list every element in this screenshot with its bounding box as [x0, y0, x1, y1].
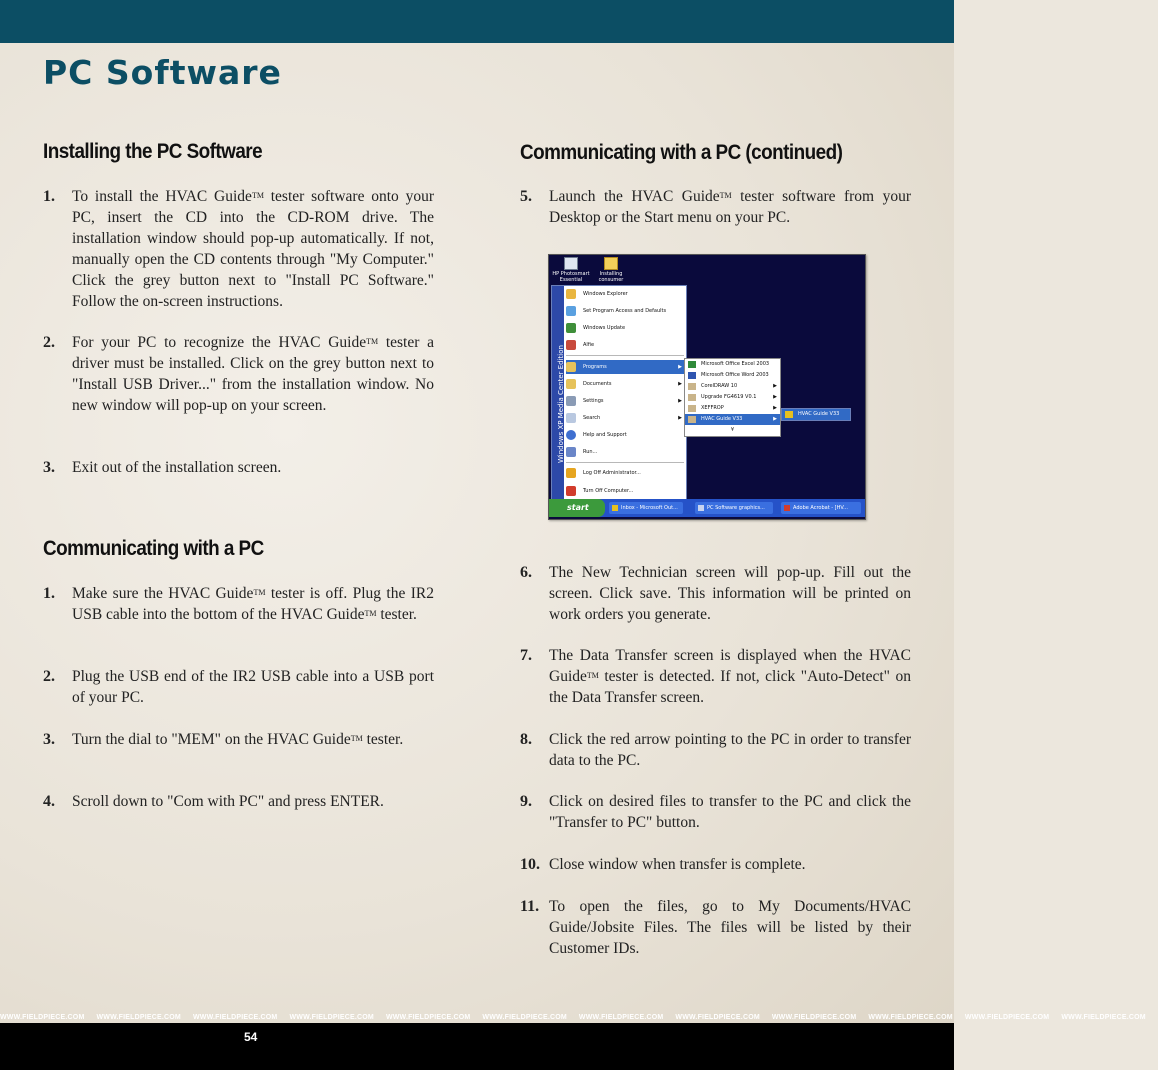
desktop-icon-hp: HP Photosmart Essential	[549, 257, 593, 283]
bottom-bar	[0, 1023, 954, 1070]
folder-icon	[688, 394, 696, 401]
heading-installing: Installing the PC Software	[43, 140, 263, 163]
folder-icon	[688, 383, 696, 390]
folder-icon	[688, 416, 696, 423]
step-number: 9.	[520, 793, 532, 810]
menu-item-turn-off[interactable]: Turn Off Computer...	[566, 484, 684, 498]
submenu-arrow-icon: ▶	[678, 398, 682, 404]
power-icon	[566, 486, 576, 496]
comm-step-7	[520, 645, 911, 709]
step-number: 11.	[520, 898, 540, 915]
menu-item-alfie[interactable]: Alfie	[566, 338, 684, 352]
windows-update-icon	[566, 323, 576, 333]
install-step-1	[43, 186, 434, 312]
alfie-icon	[566, 340, 576, 350]
step-number: 3.	[43, 459, 55, 476]
step-text: For your PC to recognize the HVAC Guide™ tester a driver must be installed. Click on the grey button next to "Install USB Driver..." from the installation window. No new window will pop-up on your screen.	[72, 334, 434, 414]
comm-step-2	[43, 666, 434, 710]
install-step-2	[43, 332, 434, 438]
heading-communicating-continued: Communicating with a PC (continued)	[520, 141, 843, 164]
submenu-arrow-icon: ▶	[678, 415, 682, 421]
step-number: 2.	[43, 334, 55, 351]
step-text: To open the files, go to My Documents/HVAC Guide/Jobsite Files. The files will be listed by their Customer IDs.	[549, 898, 911, 957]
comm-step-10	[520, 854, 911, 876]
program-hvac-guide[interactable]: HVAC Guide V33 ▶	[685, 414, 780, 425]
folder-icon	[688, 405, 696, 412]
comm-step-5	[520, 186, 911, 230]
acrobat-icon	[784, 505, 790, 511]
comm-step-1	[43, 583, 434, 647]
start-button[interactable]: start	[549, 499, 605, 517]
install-step-3	[43, 457, 434, 479]
menu-item-windows-explorer[interactable]: Windows Explorer	[566, 287, 684, 301]
menu-item-settings[interactable]: Settings ▶	[566, 394, 684, 408]
submenu-arrow-icon: ▶	[773, 383, 777, 389]
step-text: Make sure the HVAC Guide™ tester is off. Plug the IR2 USB cable into the bottom of the HVAC Guide™ tester.	[72, 585, 434, 623]
hvac-guide-submenu	[781, 408, 851, 421]
program-coreldraw[interactable]: CorelDRAW 10 ▶	[685, 381, 780, 392]
comm-step-3	[43, 729, 434, 773]
submenu-arrow-icon: ▶	[773, 405, 777, 411]
step-text: To install the HVAC Guide™ tester software onto your PC, insert the CD into the CD-ROM drive. The installation window should pop-up automatically. If not, manually open the CD contents through "My Computer." Click the grey button next to "Install PC Software." Follow the on-screen instructions.	[72, 188, 434, 310]
comm-step-8	[520, 729, 911, 773]
task-outlook[interactable]: Inbox - Microsoft Out...	[609, 502, 683, 514]
top-banner	[0, 0, 954, 43]
start-menu-screenshot	[548, 254, 866, 520]
run-icon	[566, 447, 576, 457]
heading-communicating: Communicating with a PC	[43, 537, 264, 560]
documents-icon	[566, 379, 576, 389]
step-number: 6.	[520, 564, 532, 581]
submenu-arrow-icon: ▶	[773, 394, 777, 400]
hp-photosmart-icon	[564, 257, 578, 270]
programs-submenu	[684, 358, 781, 437]
step-text: Exit out of the installation screen.	[72, 459, 282, 476]
url-footer-strip: WWW.FIELDPIECE.COM WWW.FIELDPIECE.COM WWW.FIELDPIECE.COM WWW.FIELDPIECE.COM WWW.FIELDPIECE.COM WWW.FIELDPIECE.COM WWW.FIELDPIECE.COM WWW.FIELDPIECE.COM WWW.FIELDPIECE.COM WWW.FIELDPIECE.COM WWW.FIELDPIECE.COM WWW.FIELDPIECE.COM	[0, 1014, 1146, 1021]
step-number: 1.	[43, 188, 55, 205]
step-text: Plug the USB end of the IR2 USB cable into a USB port of your PC.	[72, 668, 434, 706]
launch-hvac-guide[interactable]: HVAC Guide V33	[782, 409, 850, 420]
menu-item-run[interactable]: Run...	[566, 445, 684, 459]
step-number: 1.	[43, 585, 55, 602]
step-text: Launch the HVAC Guide™ tester software from your Desktop or the Start menu on your PC.	[549, 188, 911, 226]
menu-item-log-off[interactable]: Log Off Administrator...	[566, 466, 684, 480]
step-text: The New Technician screen will pop-up. Fill out the screen. Click save. This information will be printed on work orders you generate.	[549, 564, 911, 623]
outlook-icon	[612, 505, 618, 511]
submenu-arrow-icon: ▶	[678, 364, 682, 370]
help-icon	[566, 430, 576, 440]
excel-icon	[688, 361, 696, 368]
comm-step-9	[520, 791, 911, 835]
step-number: 2.	[43, 668, 55, 685]
step-text: Close window when transfer is complete.	[549, 856, 806, 873]
comm-step-4	[43, 791, 434, 813]
step-text: Click the red arrow pointing to the PC in order to transfer data to the PC.	[549, 731, 911, 769]
word-icon	[688, 372, 696, 379]
comm-step-11	[520, 896, 911, 960]
start-menu-banner: Windows XP Media Center Edition	[552, 286, 564, 502]
step-text: Click on desired files to transfer to the PC and click the "Transfer to PC" button.	[549, 793, 911, 831]
step-number: 10.	[520, 856, 540, 873]
taskbar	[549, 499, 865, 517]
step-number: 7.	[520, 647, 532, 664]
page-number: 54	[244, 1030, 258, 1044]
task-pc-software[interactable]: PC Software graphics...	[695, 502, 773, 514]
submenu-arrow-icon: ▶	[773, 416, 777, 422]
step-number: 5.	[520, 188, 532, 205]
program-word[interactable]: Microsoft Office Word 2003	[685, 370, 780, 381]
explorer-icon	[566, 289, 576, 299]
log-off-icon	[566, 468, 576, 478]
comm-step-6	[520, 562, 911, 626]
menu-item-search[interactable]: Search ▶	[566, 411, 684, 425]
menu-item-help[interactable]: Help and Support	[566, 428, 684, 442]
step-text: Scroll down to "Com with PC" and press ENTER.	[72, 793, 384, 810]
step-text: The Data Transfer screen is displayed when the HVAC Guide™ tester is detected. If not, click "Auto-Detect" on the Data Transfer screen.	[549, 647, 911, 706]
menu-separator	[566, 462, 684, 463]
menu-item-program-access[interactable]: Set Program Access and Defaults	[566, 304, 684, 318]
program-xeffrop[interactable]: XEFFROP ▶	[685, 403, 780, 414]
menu-item-windows-update[interactable]: Windows Update	[566, 321, 684, 335]
submenu-expand[interactable]: ¥	[730, 427, 735, 433]
page-title: PC Software	[43, 53, 282, 92]
menu-separator	[566, 355, 684, 356]
program-upgrade[interactable]: Upgrade FG4619 V0.1 ▶	[685, 392, 780, 403]
step-number: 8.	[520, 731, 532, 748]
submenu-arrow-icon: ▶	[678, 381, 682, 387]
menu-item-programs[interactable]: Programs ▶	[566, 360, 684, 374]
step-text: Turn the dial to "MEM" on the HVAC Guide™ tester.	[72, 731, 404, 748]
search-icon	[566, 413, 576, 423]
hvac-guide-app-icon	[785, 411, 793, 418]
task-acrobat[interactable]: Adobe Acrobat - [HV...	[781, 502, 861, 514]
program-excel[interactable]: Microsoft Office Excel 2003	[685, 359, 780, 370]
start-menu	[551, 285, 687, 503]
programs-icon	[566, 362, 576, 372]
desktop-icon-installing: Installing consumer	[589, 257, 633, 283]
graphics-icon	[698, 505, 704, 511]
menu-item-documents[interactable]: Documents ▶	[566, 377, 684, 391]
settings-icon	[566, 396, 576, 406]
step-number: 4.	[43, 793, 55, 810]
folder-icon	[604, 257, 618, 270]
step-number: 3.	[43, 731, 55, 748]
program-access-icon	[566, 306, 576, 316]
